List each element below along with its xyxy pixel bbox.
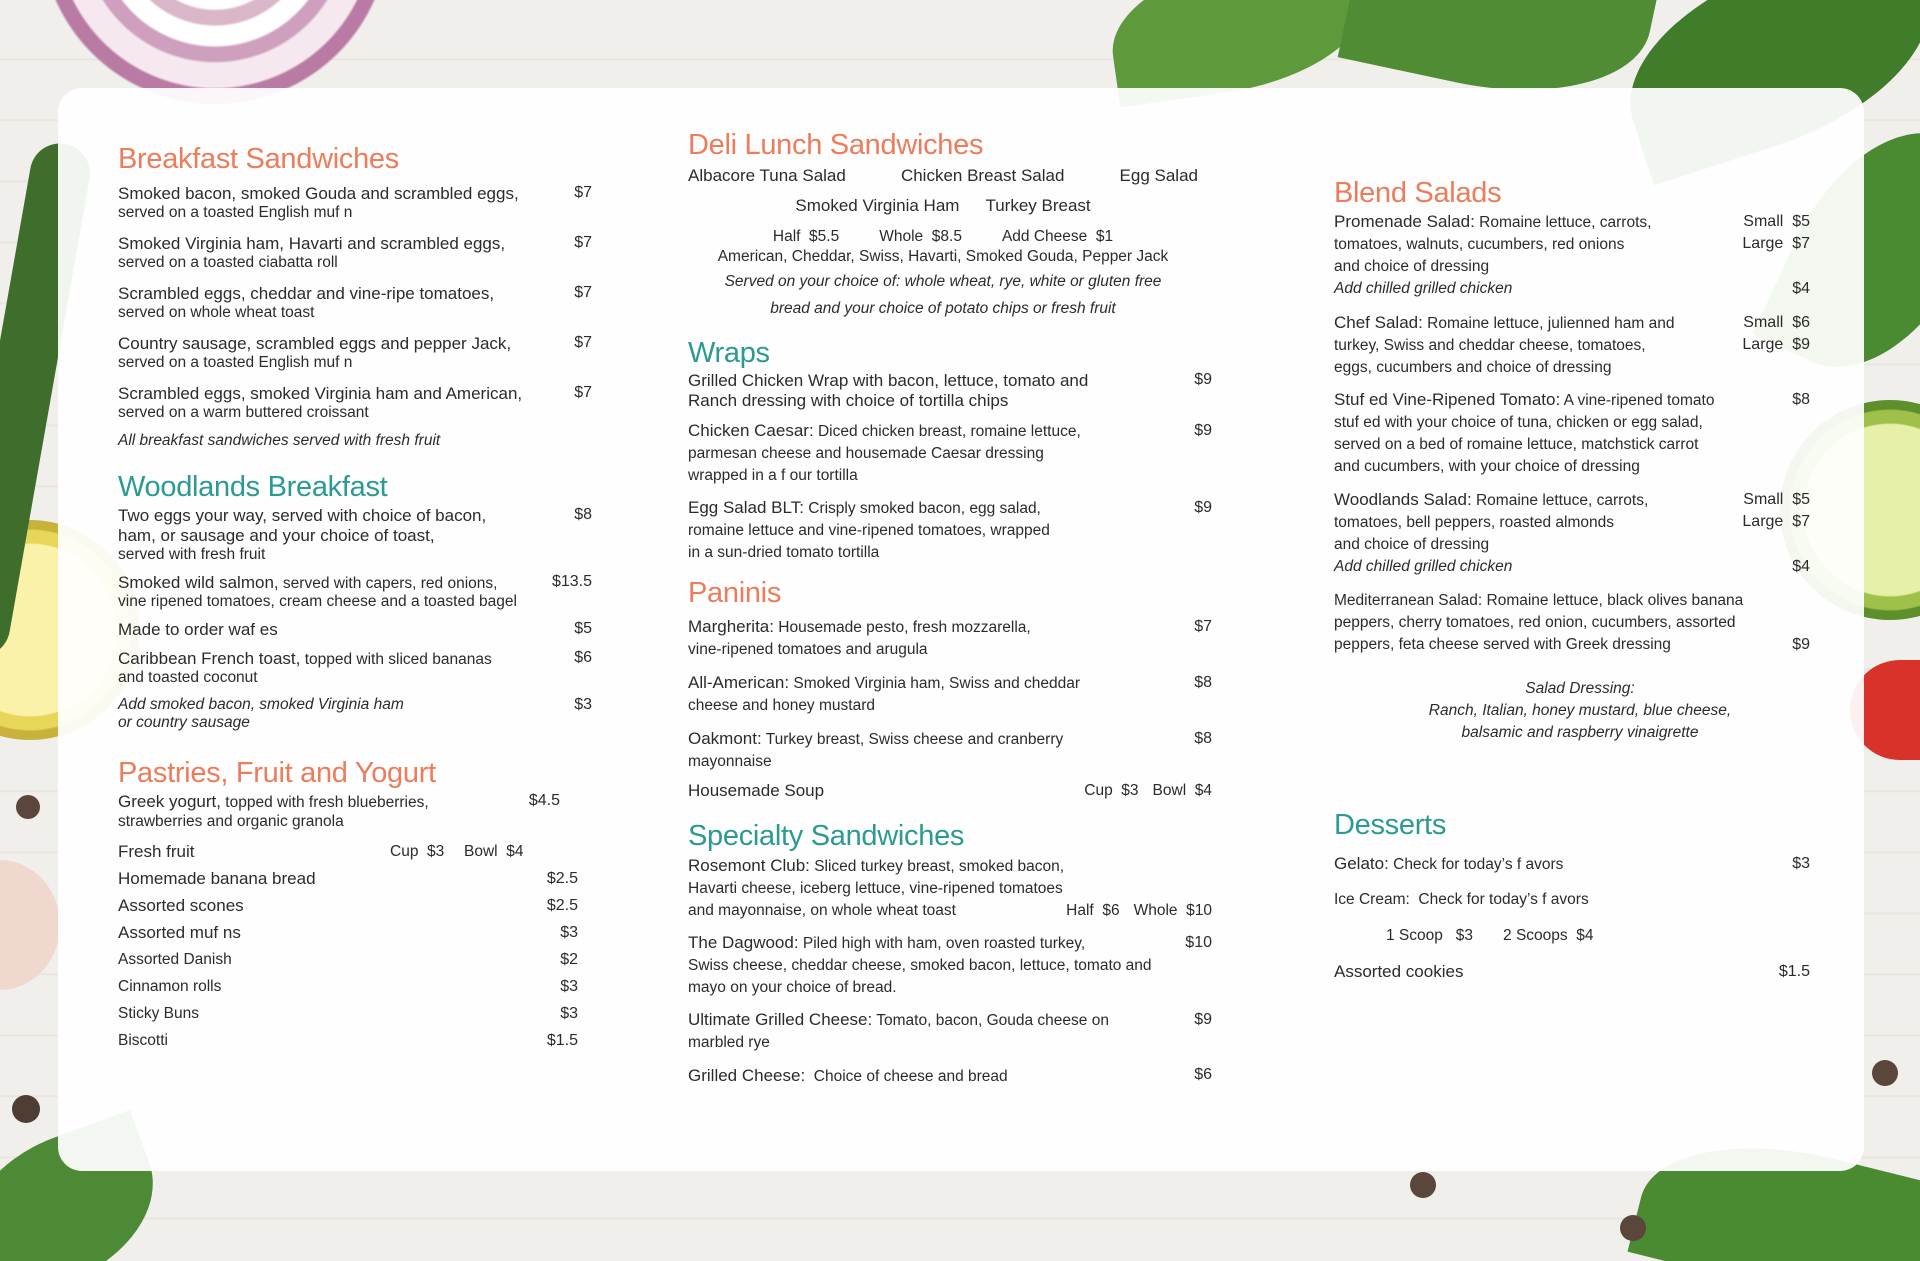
item-desc: Mediterranean Salad: Romaine lettuce, black olives banana xyxy=(1334,592,1744,609)
deli-prices xyxy=(688,228,1198,246)
menu-item xyxy=(118,865,578,892)
breakfast-sandwiches-title: Breakfast Sandwiches xyxy=(118,143,399,175)
item-desc: topped with fresh blueberries, xyxy=(221,794,429,811)
peppercorn-decoration xyxy=(16,795,40,819)
item-name: Assorted Danish xyxy=(118,950,232,968)
item-desc: cheese and honey mustard xyxy=(688,697,875,714)
menu-item xyxy=(688,932,1212,999)
item-price: $10 xyxy=(1185,934,1212,951)
item-desc: Sliced turkey breast, smoked bacon, xyxy=(809,858,1065,875)
item-price: $8 xyxy=(1792,391,1810,408)
menu-item xyxy=(118,184,592,222)
item-price: $9 xyxy=(1792,636,1810,653)
item-addon: or country sausage xyxy=(118,714,250,731)
item-name: Chicken Caesar: xyxy=(688,421,814,440)
menu-item xyxy=(688,855,1212,922)
item-price: $5 xyxy=(574,620,592,637)
item-desc: Check for today’s f avors xyxy=(1388,856,1564,873)
specialty-title: Specialty Sandwiches xyxy=(688,820,965,852)
item-price: $4.5 xyxy=(528,792,560,809)
deli-option: Turkey Breast xyxy=(985,196,1091,215)
item-name: Woodlands Salad: xyxy=(1334,490,1472,509)
item-name: Oakmont: xyxy=(688,729,762,748)
menu-item xyxy=(118,919,578,946)
item-desc: served on a toasted English muf n xyxy=(118,204,353,221)
item-name: Promenade Salad: xyxy=(1334,212,1475,231)
item-desc: vine-ripened tomatoes and arugula xyxy=(688,641,928,658)
menu-item xyxy=(118,284,592,322)
menu-item xyxy=(118,649,592,687)
menu-item xyxy=(118,892,578,919)
item-price: $3 xyxy=(560,1004,578,1022)
scoop-price: 1 Scoop $3 xyxy=(1386,927,1474,944)
item-price-bowl: Bowl $4 xyxy=(464,842,524,860)
menu-item xyxy=(118,792,578,831)
item-price: $9 xyxy=(1194,499,1212,516)
item-price: $4 xyxy=(1792,558,1810,575)
item-desc: turkey, Swiss and cheddar cheese, tomatoes, xyxy=(1334,337,1646,354)
deli-row xyxy=(688,196,1198,228)
item-price: $3 xyxy=(560,977,578,995)
menu-item xyxy=(688,371,1212,411)
menu-item xyxy=(688,1009,1212,1054)
item-price: $8 xyxy=(1194,730,1212,747)
item-addon: Add smoked bacon, smoked Virginia ham xyxy=(118,696,404,713)
scoop-price: 2 Scoops $4 xyxy=(1503,927,1594,944)
middle-column xyxy=(688,128,1212,1086)
item-desc: A vine-ripened tomato xyxy=(1560,392,1715,409)
desserts-list xyxy=(1334,846,1810,990)
item-price: $13.5 xyxy=(551,573,592,590)
item-name: Grilled Chicken Wrap with bacon, lettuce, tomato and xyxy=(688,371,1089,390)
menu-item xyxy=(118,384,592,422)
menu-item xyxy=(118,1000,578,1027)
menu-item xyxy=(118,696,592,732)
item-desc: Romaine lettuce, carrots, xyxy=(1474,214,1652,231)
item-desc: and toasted coconut xyxy=(118,669,258,686)
item-desc: served on whole wheat toast xyxy=(118,304,315,321)
item-name: Margherita: xyxy=(688,617,774,636)
paninis-title: Paninis xyxy=(688,577,782,609)
deli-price: Half $5.5 xyxy=(772,228,840,245)
wraps-list xyxy=(688,371,1212,564)
item-desc: Smoked Virginia ham, Swiss and cheddar xyxy=(789,675,1081,692)
item-desc: stuf ed with your choice of tuna, chicken or egg salad, xyxy=(1334,414,1703,431)
item-name: Two eggs your way, served with choice of bacon, xyxy=(118,506,487,525)
item-desc: served on a warm buttered croissant xyxy=(118,404,369,421)
item-name: Stuf ed Vine-Ripened Tomato: xyxy=(1334,390,1561,409)
item-desc: mayo on your choice of bread. xyxy=(688,979,897,996)
item-price: $3 xyxy=(1792,855,1810,872)
item-desc: served on a toasted ciabatta roll xyxy=(118,254,338,271)
item-name: Gelato: xyxy=(1334,854,1389,873)
menu-item xyxy=(1334,846,1810,882)
item-desc: peppers, cherry tomatoes, red onion, cucumbers, assorted xyxy=(1334,614,1736,631)
item-price: $2.5 xyxy=(546,869,578,887)
item-desc: peppers, feta cheese served with Greek dressing xyxy=(1334,636,1671,653)
garlic-decoration xyxy=(0,860,60,990)
deli-row xyxy=(688,166,1198,196)
item-addon: Add chilled grilled chicken xyxy=(1334,280,1513,297)
item-price: $2.5 xyxy=(546,896,578,914)
item-desc: parmesan cheese and housemade Caesar dressing xyxy=(688,445,1044,462)
item-price: $7 xyxy=(574,284,592,301)
item-desc: eggs, cucumbers and choice of dressing xyxy=(1334,359,1612,376)
salad-dressing-title: Salad Dressing: xyxy=(1525,680,1635,697)
item-name: The Dagwood: xyxy=(688,933,799,952)
item-desc: Havarti cheese, iceberg lettuce, vine-ripened tomatoes xyxy=(688,880,1063,897)
deli-option: Chicken Breast Salad xyxy=(900,166,1065,185)
item-price: $8 xyxy=(574,506,592,523)
item-desc: vine ripened tomatoes, cream cheese and a toasted bagel xyxy=(118,593,517,610)
menu-item: Ice Cream: Check for today’s f avors xyxy=(1334,891,1589,908)
menu-item xyxy=(1334,389,1810,478)
item-price: $6 xyxy=(574,649,592,666)
item-price-small: Small $6 xyxy=(1743,314,1810,331)
item-price: $2 xyxy=(560,950,578,968)
right-column xyxy=(1334,176,1810,990)
menu-item xyxy=(118,506,592,564)
item-desc: and cucumbers, with your choice of dressing xyxy=(1334,458,1640,475)
item-desc: Piled high with ham, oven roasted turkey, xyxy=(798,935,1086,952)
item-desc: Tomato, bacon, Gouda cheese on xyxy=(872,1012,1109,1029)
peppercorn-decoration xyxy=(1620,1215,1646,1241)
item-price: $6 xyxy=(1194,1066,1212,1083)
item-price-cup: Cup $3 xyxy=(390,842,445,860)
menu-item xyxy=(118,973,578,1000)
item-name: Chef Salad: xyxy=(1334,313,1423,332)
left-column xyxy=(118,142,592,1054)
menu-item xyxy=(1334,954,1810,990)
desserts-title: Desserts xyxy=(1334,809,1447,841)
menu-item xyxy=(118,838,578,865)
item-price: $7 xyxy=(574,184,592,201)
item-name: Biscotti xyxy=(118,1031,168,1049)
menu-item xyxy=(118,620,592,640)
menu-item xyxy=(1334,489,1810,578)
item-desc: and choice of dressing xyxy=(1334,536,1490,553)
deli-title: Deli Lunch Sandwiches xyxy=(688,129,984,161)
menu-item xyxy=(118,573,592,611)
item-price-cup: Cup $3 xyxy=(1084,782,1139,799)
specialty-list xyxy=(688,855,1212,1086)
peppercorn-decoration xyxy=(1410,1172,1436,1198)
item-desc: served on a bed of romaine lettuce, matchstick carrot xyxy=(1334,436,1699,453)
item-name: Grilled Cheese: xyxy=(688,1066,806,1085)
item-price: $3 xyxy=(574,696,592,713)
item-desc: Romaine lettuce, carrots, xyxy=(1471,492,1649,509)
peppercorn-decoration xyxy=(1872,1060,1898,1086)
deli-price: Whole $8.5 xyxy=(879,228,962,245)
item-name: Country sausage, scrambled eggs and pepper Jack, xyxy=(118,334,512,353)
item-name: ham, or sausage and your choice of toast, xyxy=(118,526,435,545)
item-desc: served on a toasted English muf n xyxy=(118,354,353,371)
item-name: Housemade Soup xyxy=(688,781,825,800)
item-desc: served with capers, red onions, xyxy=(278,575,498,592)
item-price-half: Half $6 xyxy=(1066,902,1120,919)
item-name: Fresh fruit xyxy=(118,841,195,861)
menu-item xyxy=(688,781,1212,801)
menu-item xyxy=(1334,590,1810,656)
item-name: Smoked wild salmon, xyxy=(118,573,279,592)
item-price: $1.5 xyxy=(546,1031,578,1049)
deli-cheeses: American, Cheddar, Swiss, Havarti, Smoked Gouda, Pepper Jack xyxy=(717,248,1169,265)
pastries-list xyxy=(118,792,578,1054)
item-name: Smoked Virginia ham, Havarti and scrambled eggs, xyxy=(118,234,506,253)
item-price-large: Large $7 xyxy=(1742,513,1810,530)
deli-option: Albacore Tuna Salad xyxy=(688,166,846,185)
menu-item xyxy=(688,672,1212,717)
breakfast-note: All breakfast sandwiches served with fresh fruit xyxy=(118,432,441,449)
menu-item xyxy=(118,234,592,272)
item-desc: topped with sliced bananas xyxy=(300,651,492,668)
woodlands-breakfast-list xyxy=(118,506,592,732)
item-price: $7 xyxy=(574,334,592,351)
item-name: Ultimate Grilled Cheese: xyxy=(688,1010,873,1029)
item-price: $7 xyxy=(1194,618,1212,635)
item-price: $4 xyxy=(1792,280,1810,297)
item-desc: Housemade pesto, fresh mozzarella, xyxy=(773,619,1031,636)
item-desc: mayonnaise xyxy=(688,753,772,770)
deli-section xyxy=(688,166,1198,322)
item-name: Made to order waf es xyxy=(118,620,278,639)
item-price: $9 xyxy=(1194,371,1212,388)
item-desc: Diced chicken breast, romaine lettuce, xyxy=(813,423,1081,440)
scoop-prices xyxy=(1334,918,1810,954)
item-name: Greek yogurt, xyxy=(118,792,221,811)
breakfast-sandwich-list xyxy=(118,184,592,450)
salad-dressing-list: balsamic and raspberry vinaigrette xyxy=(1461,724,1699,741)
salad-dressing-list: Ranch, Italian, honey mustard, blue cheese, xyxy=(1428,702,1732,719)
menu-item xyxy=(688,1066,1212,1086)
item-name: Assorted scones xyxy=(118,895,244,915)
menu-item xyxy=(118,946,578,973)
item-desc: romaine lettuce and vine-ripened tomatoes, wrapped xyxy=(688,522,1050,539)
item-price-bowl: Bowl $4 xyxy=(1152,782,1212,799)
item-price-whole: Whole $10 xyxy=(1133,902,1212,919)
menu-item xyxy=(688,497,1212,564)
item-desc: marbled rye xyxy=(688,1034,770,1051)
item-price: $7 xyxy=(574,384,592,401)
item-desc: Swiss cheese, cheddar cheese, smoked bacon, lettuce, tomato and xyxy=(688,957,1152,974)
item-price: $8 xyxy=(1194,674,1212,691)
item-desc: Crisply smoked bacon, egg salad, xyxy=(803,500,1041,517)
item-price: $9 xyxy=(1194,422,1212,439)
item-price-large: Large $9 xyxy=(1742,336,1810,353)
deli-price: Add Cheese $1 xyxy=(1001,228,1114,245)
pastries-title: Pastries, Fruit and Yogurt xyxy=(118,757,436,789)
menu-item xyxy=(118,1027,578,1054)
item-desc: Romaine lettuce, julienned ham and xyxy=(1422,315,1675,332)
peppercorn-decoration xyxy=(12,1095,40,1123)
item-desc: Turkey breast, Swiss cheese and cranberry xyxy=(761,731,1064,748)
salads-title: Blend Salads xyxy=(1334,177,1502,209)
item-price-large: Large $7 xyxy=(1742,235,1810,252)
item-name: Assorted muf ns xyxy=(118,922,241,942)
item-addon: Add chilled grilled chicken xyxy=(1334,558,1513,575)
item-price: $1.5 xyxy=(1778,963,1810,980)
item-name: Assorted cookies xyxy=(1334,962,1464,981)
deli-served: Served on your choice of: whole wheat, rye, white or gluten free xyxy=(724,273,1162,290)
item-price-small: Small $5 xyxy=(1743,491,1810,508)
item-desc: tomatoes, walnuts, cucumbers, red onions xyxy=(1334,236,1625,253)
item-price-small: Small $5 xyxy=(1743,213,1810,230)
item-name: All-American: xyxy=(688,673,790,692)
salads-list xyxy=(1334,211,1810,744)
wraps-title: Wraps xyxy=(688,337,770,369)
item-name: Rosemont Club: xyxy=(688,856,810,875)
item-name: Scrambled eggs, cheddar and vine-ripe tomatoes, xyxy=(118,284,495,303)
paninis-list xyxy=(688,616,1212,801)
menu-item xyxy=(118,334,592,372)
item-desc: and choice of dressing xyxy=(1334,258,1490,275)
menu-item xyxy=(688,728,1212,773)
item-name: Ranch dressing with choice of tortilla chips xyxy=(688,391,1009,410)
item-desc: and mayonnaise, on whole wheat toast xyxy=(688,902,956,919)
salad-dressing xyxy=(1334,678,1810,744)
menu-item xyxy=(688,616,1212,661)
item-name: Smoked bacon, smoked Gouda and scrambled eggs, xyxy=(118,184,519,203)
item-desc: tomatoes, bell peppers, roasted almonds xyxy=(1334,514,1615,531)
item-price: $3 xyxy=(560,923,578,941)
menu-item xyxy=(1334,312,1810,379)
item-name: Egg Salad BLT: xyxy=(688,498,804,517)
item-desc: wrapped in a f our tortilla xyxy=(688,467,858,484)
item-desc: served with fresh fruit xyxy=(118,546,266,563)
menu-item xyxy=(688,420,1212,487)
item-name: Scrambled eggs, smoked Virginia ham and American, xyxy=(118,384,523,403)
deli-option: Smoked Virginia Ham xyxy=(795,196,960,215)
item-name: Sticky Buns xyxy=(118,1004,199,1022)
woodlands-breakfast-title: Woodlands Breakfast xyxy=(118,471,388,503)
item-name: Caribbean French toast, xyxy=(118,649,301,668)
item-desc: strawberries and organic granola xyxy=(118,813,344,830)
item-price: $9 xyxy=(1194,1011,1212,1028)
menu-item xyxy=(1334,211,1810,300)
item-desc: in a sun-dried tomato tortilla xyxy=(688,544,880,561)
item-name: Cinnamon rolls xyxy=(118,977,222,995)
item-price: $7 xyxy=(574,234,592,251)
item-desc: Choice of cheese and bread xyxy=(805,1068,1008,1085)
item-name: Homemade banana bread xyxy=(118,868,316,888)
deli-option: Egg Salad xyxy=(1119,166,1198,185)
deli-served: bread and your choice of potato chips or fresh fruit xyxy=(770,300,1116,317)
